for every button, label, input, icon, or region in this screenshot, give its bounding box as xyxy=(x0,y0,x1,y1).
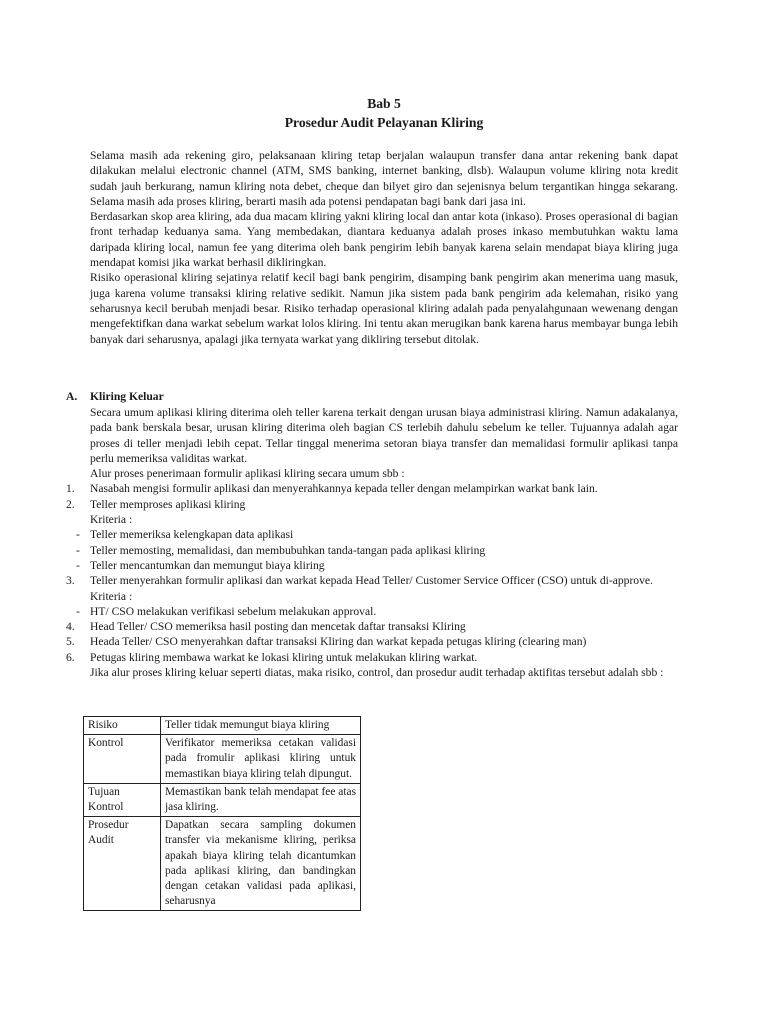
row-label: Kontrol xyxy=(84,735,161,784)
item-text: Heada Teller/ CSO menyerahkan daftar transaksi Kliring dan warkat kepada petugas kliring (clearing man) xyxy=(90,635,587,649)
row-label: Tujuan Kontrol xyxy=(84,783,161,816)
closing-paragraph: Jika alur proses kliring keluar seperti diatas, maka risiko, control, dan prosedur audit terhadap aktifitas tersebut adalah sbb : xyxy=(90,666,664,680)
section-paragraph: Secara umum aplikasi kliring diterima oleh teller karena terkait dengan urusan biaya administrasi kliring. Namun adakalanya, pada bank berskala besar, urusan kliring diterima oleh bagian CS terlebih dahulu sebelum ke teller. Tujuannya adalah agar proses di teller menjadi lebih cepat. Tellar tinggal menerima setoran biaya transfer dan memalidasi formulir aplikasi tanpa perlu memeriksa validitas warkat. xyxy=(90,406,678,465)
table-row xyxy=(84,783,361,816)
kriteria-text: HT/ CSO melakukan verifikasi sebelum melakukan approval. xyxy=(90,604,377,618)
list-item xyxy=(66,497,678,512)
chapter-label: Bab 5 xyxy=(367,96,401,111)
kriteria-item xyxy=(66,543,678,558)
item-number: 5. xyxy=(66,635,75,649)
intro-paragraph: Selama masih ada rekening giro, pelaksanaan kliring tetap berjalan walaupun transfer dana antar rekening bank dapat dilakukan melalui electronic channel (ATM, SMS banking, internet banking, dlsb). Walaupun volume kliring nota kredit sudah jauh berkurang, namun kliring nota debet, cheque dan bilyet giro dan sejenisnya belum tergantikan hingga sekarang. Selama masih ada proses kliring, berarti masih ada potensi pendapatan bagi bank dari jasa ini. xyxy=(90,149,678,208)
kriteria-item xyxy=(66,527,678,542)
item-text: Head Teller/ CSO memeriksa hasil posting dan mencetak daftar transaksi Kliring xyxy=(90,620,466,634)
row-value: Verifikator memeriksa cetakan validasi pada fromulir aplikasi kliring untuk memastikan biaya kliring telah dipungut. xyxy=(161,735,361,784)
row-value: Teller tidak memungut biaya kliring xyxy=(161,717,361,735)
dash-bullet: - xyxy=(76,604,80,618)
kriteria-label: Kriteria : xyxy=(90,513,133,527)
table-row xyxy=(84,735,361,784)
item-number: 6. xyxy=(66,650,75,664)
item-text: Teller memproses aplikasi kliring xyxy=(90,497,246,511)
table-row xyxy=(84,817,361,911)
row-value: Dapatkan secara sampling dokumen transfer via mekanisme kliring, periksa apakah biaya kliring telah dicantumkan pada aplikasi kliring, dan bandingkan dengan cetakan validasi pada aplikasi, seharusnya xyxy=(161,817,361,911)
item-text: Teller menyerahkan formulir aplikasi dan warkat kepada Head Teller/ Customer Service Officer (CSO) untuk di-approve. xyxy=(90,574,653,588)
item-number: 2. xyxy=(66,497,75,511)
kriteria-text: Teller memeriksa kelengkapan data aplikasi xyxy=(90,528,294,542)
dash-bullet: - xyxy=(76,528,80,542)
kriteria-item xyxy=(66,604,678,619)
item-number: 3. xyxy=(66,574,75,588)
title-block xyxy=(0,94,768,132)
item-number: 1. xyxy=(66,482,75,496)
row-value: Memastikan bank telah mendapat fee atas jasa kliring. xyxy=(161,783,361,816)
row-label: Prosedur Audit xyxy=(84,817,161,911)
kriteria-item xyxy=(66,558,678,573)
kriteria-label: Kriteria : xyxy=(90,589,133,603)
list-item xyxy=(66,481,678,496)
section-heading xyxy=(66,389,678,405)
chapter-heading: Prosedur Audit Pelayanan Kliring xyxy=(284,115,484,130)
section-title: Kliring Keluar xyxy=(90,390,164,403)
audit-table xyxy=(83,716,361,911)
item-number: 4. xyxy=(66,620,75,634)
intro-paragraph: Risiko operasional kliring sejatinya relatif kecil bagi bank pengirim, disamping bank pengirim akan menerima uang masuk, juga karena volume transaksi kliring relative sedikit. Namun jika sistem pada bank pengirim ada kelemahan, risiko yang seharusnya kecil berubah menjadi besar. Risiko terhadap operasional kliring adalah pada penyalahgunaan wewenang dengan mengefektifkan dana warkat sebelum warkat lolos kliring. Ini tentu akan merugikan bank karena harus membayar bunga lebih banyak dari seharusnya, apalagi jika ternyata warkat yang dikliring tersebut ditolak. xyxy=(90,271,678,346)
list-item xyxy=(66,650,678,665)
list-item xyxy=(66,619,678,634)
section-paragraph: Alur proses penerimaan formulir aplikasi kliring secara umum sbb : xyxy=(90,467,405,481)
kriteria-text: Teller mencantumkan dan memungut biaya kliring xyxy=(90,558,325,572)
item-text: Petugas kliring membawa warkat ke lokasi kliring untuk melakukan kliring warkat. xyxy=(90,650,478,664)
table-row xyxy=(84,717,361,735)
list-item xyxy=(66,634,678,649)
kriteria-text: Teller memosting, memalidasi, dan membubuhkan tanda-tangan pada aplikasi kliring xyxy=(90,543,486,557)
section-kliring-keluar xyxy=(66,389,678,680)
dash-bullet: - xyxy=(76,543,80,557)
dash-bullet: - xyxy=(76,558,80,572)
item-text: Nasabah mengisi formulir aplikasi dan menyerahkannya kepada teller dengan melampirkan warkat bank lain. xyxy=(90,482,598,496)
list-item xyxy=(66,573,678,588)
intro-section xyxy=(90,148,678,347)
section-letter: A. xyxy=(66,390,78,403)
intro-paragraph: Berdasarkan skop area kliring, ada dua macam kliring yakni kliring local dan antar kota (inkaso). Proses operasional di bagian front terhadap keduanya sama. Yang membedakan, diantara keduanya adalah proses inkaso membutuhkan waktu lama daripada kliring local, namun fee yang diterima oleh bank pengirim lebih banyak karena selain mendapat biaya kliring juga mendapat komisi jika warkat berhasil dikliringkan. xyxy=(90,210,678,270)
row-label: Risiko xyxy=(84,717,161,735)
